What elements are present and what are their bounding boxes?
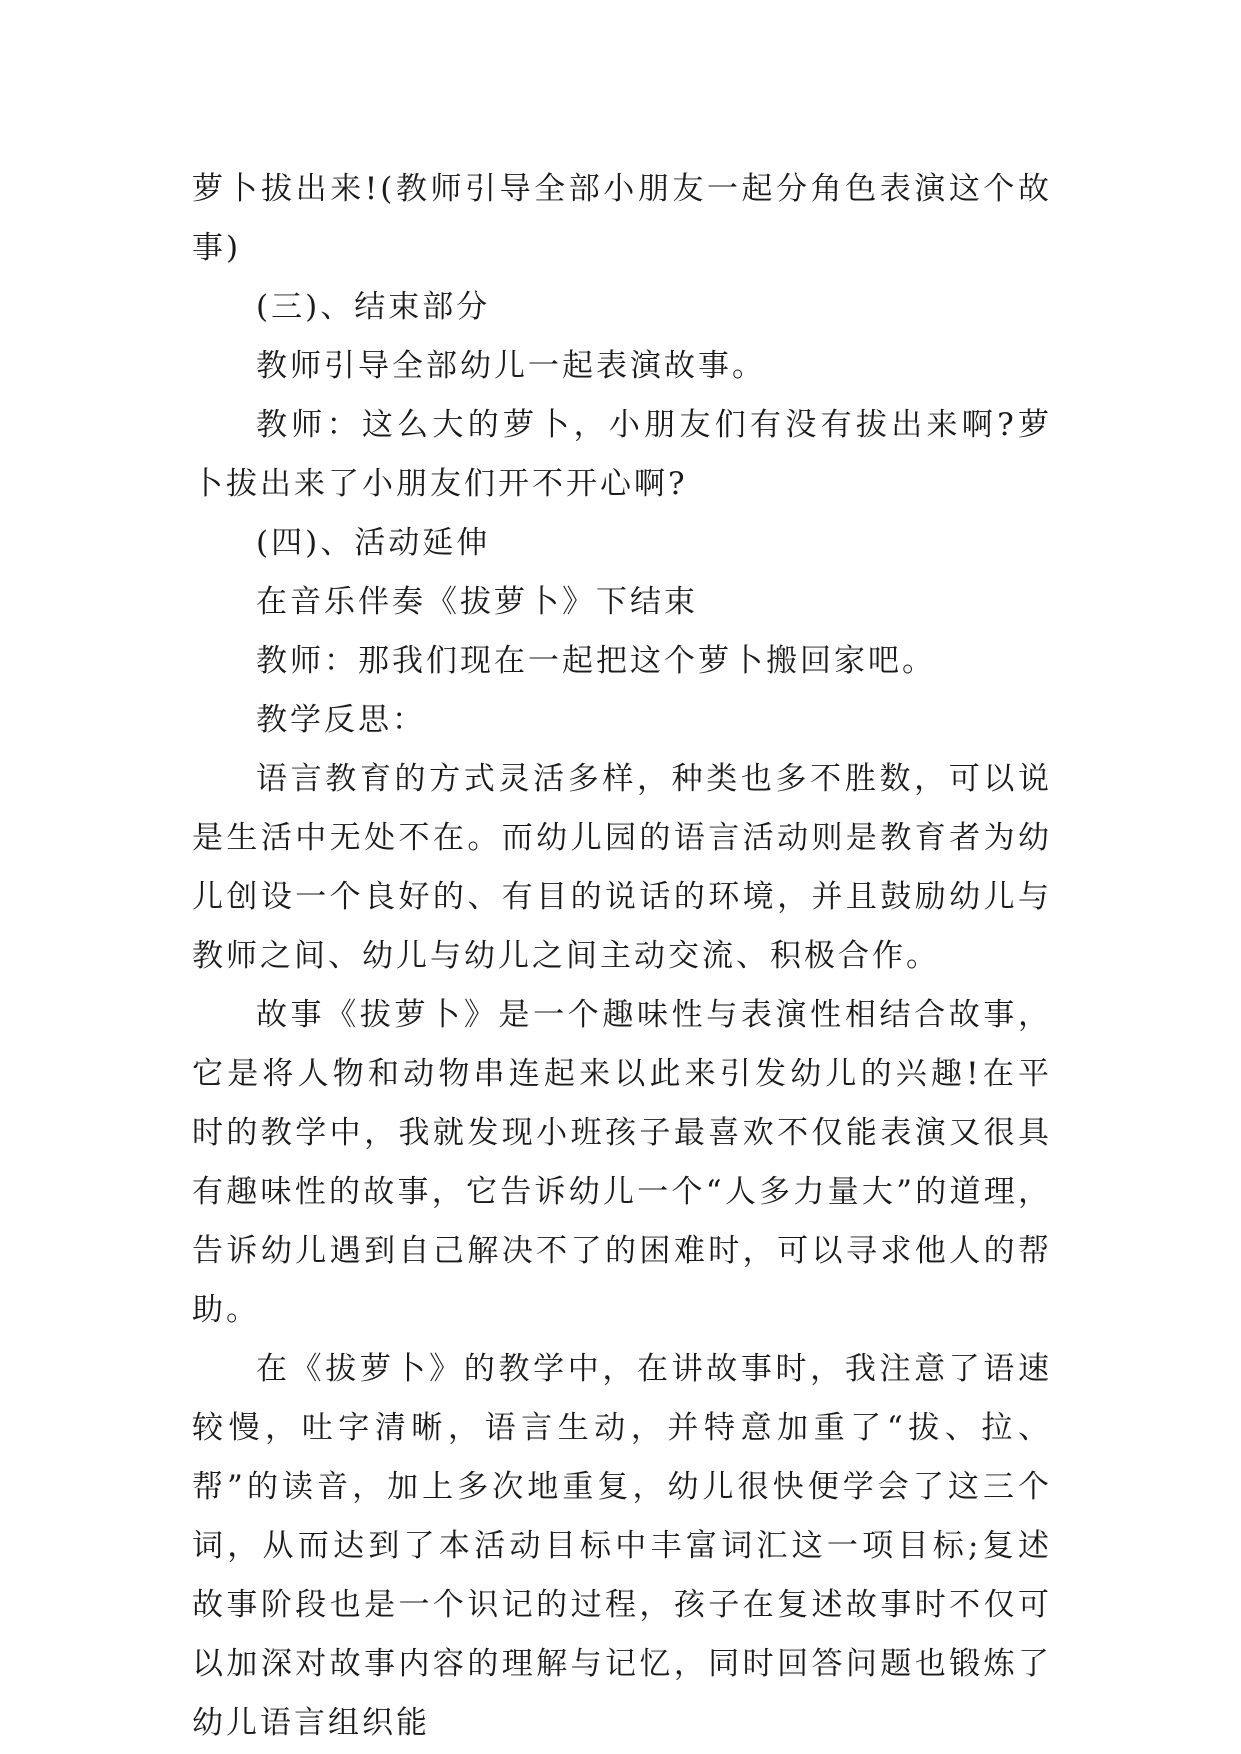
paragraph: 教师：这么大的萝卜，小朋友们有没有拔出来啊?萝卜拔出来了小朋友们开不开心啊? — [192, 407, 1052, 502]
paragraph: 教师：那我们现在一起把这个萝卜搬回家吧。 — [256, 643, 936, 679]
section-heading-reflection: 教学反思： — [256, 702, 426, 738]
paragraph: 在《拔萝卜》的教学中，在讲故事时，我注意了语速较慢，吐字清晰，语言生动，并特意加重了“拔、拉、帮”的读音，加上多次地重复，幼儿很快便学会了这三个词，从而达到了本活动目标中丰富词汇这一项目标;复述故事阶段也是一个识记的过程，孩子在复述故事时不仅可以加深对故事内容的理解与记忆，同时回答问题也锻炼了幼儿语言组织能 — [192, 1351, 1052, 1741]
paragraph: 故事《拔萝卜》是一个趣味性与表演性相结合故事，它是将人物和动物串连起来以此来引发幼儿的兴趣!在平时的教学中，我就发现小班孩子最喜欢不仅能表演又很具有趣味性的故事，它告诉幼儿一个“人多力量大”的道理，告诉幼儿遇到自己解决不了的困难时，可以寻求他人的帮助。 — [192, 997, 1052, 1328]
paragraph: 语言教育的方式灵活多样，种类也多不胜数，可以说是生活中无处不在。而幼儿园的语言活动则是教育者为幼儿创设一个良好的、有目的说话的环境，并且鼓励幼儿与教师之间、幼儿与幼儿之间主动交流、积极合作。 — [192, 761, 1052, 974]
paragraph: 在音乐伴奏《拔萝卜》下结束 — [256, 584, 698, 620]
paragraph: 教师引导全部幼儿一起表演故事。 — [256, 348, 766, 384]
paragraph: 萝卜拔出来!(教师引导全部小朋友一起分角色表演这个故事) — [192, 171, 1052, 266]
document-body — [192, 160, 1052, 1753]
section-heading-extension: (四)、活动延伸 — [256, 525, 491, 561]
section-heading-conclusion: (三)、结束部分 — [256, 289, 491, 325]
